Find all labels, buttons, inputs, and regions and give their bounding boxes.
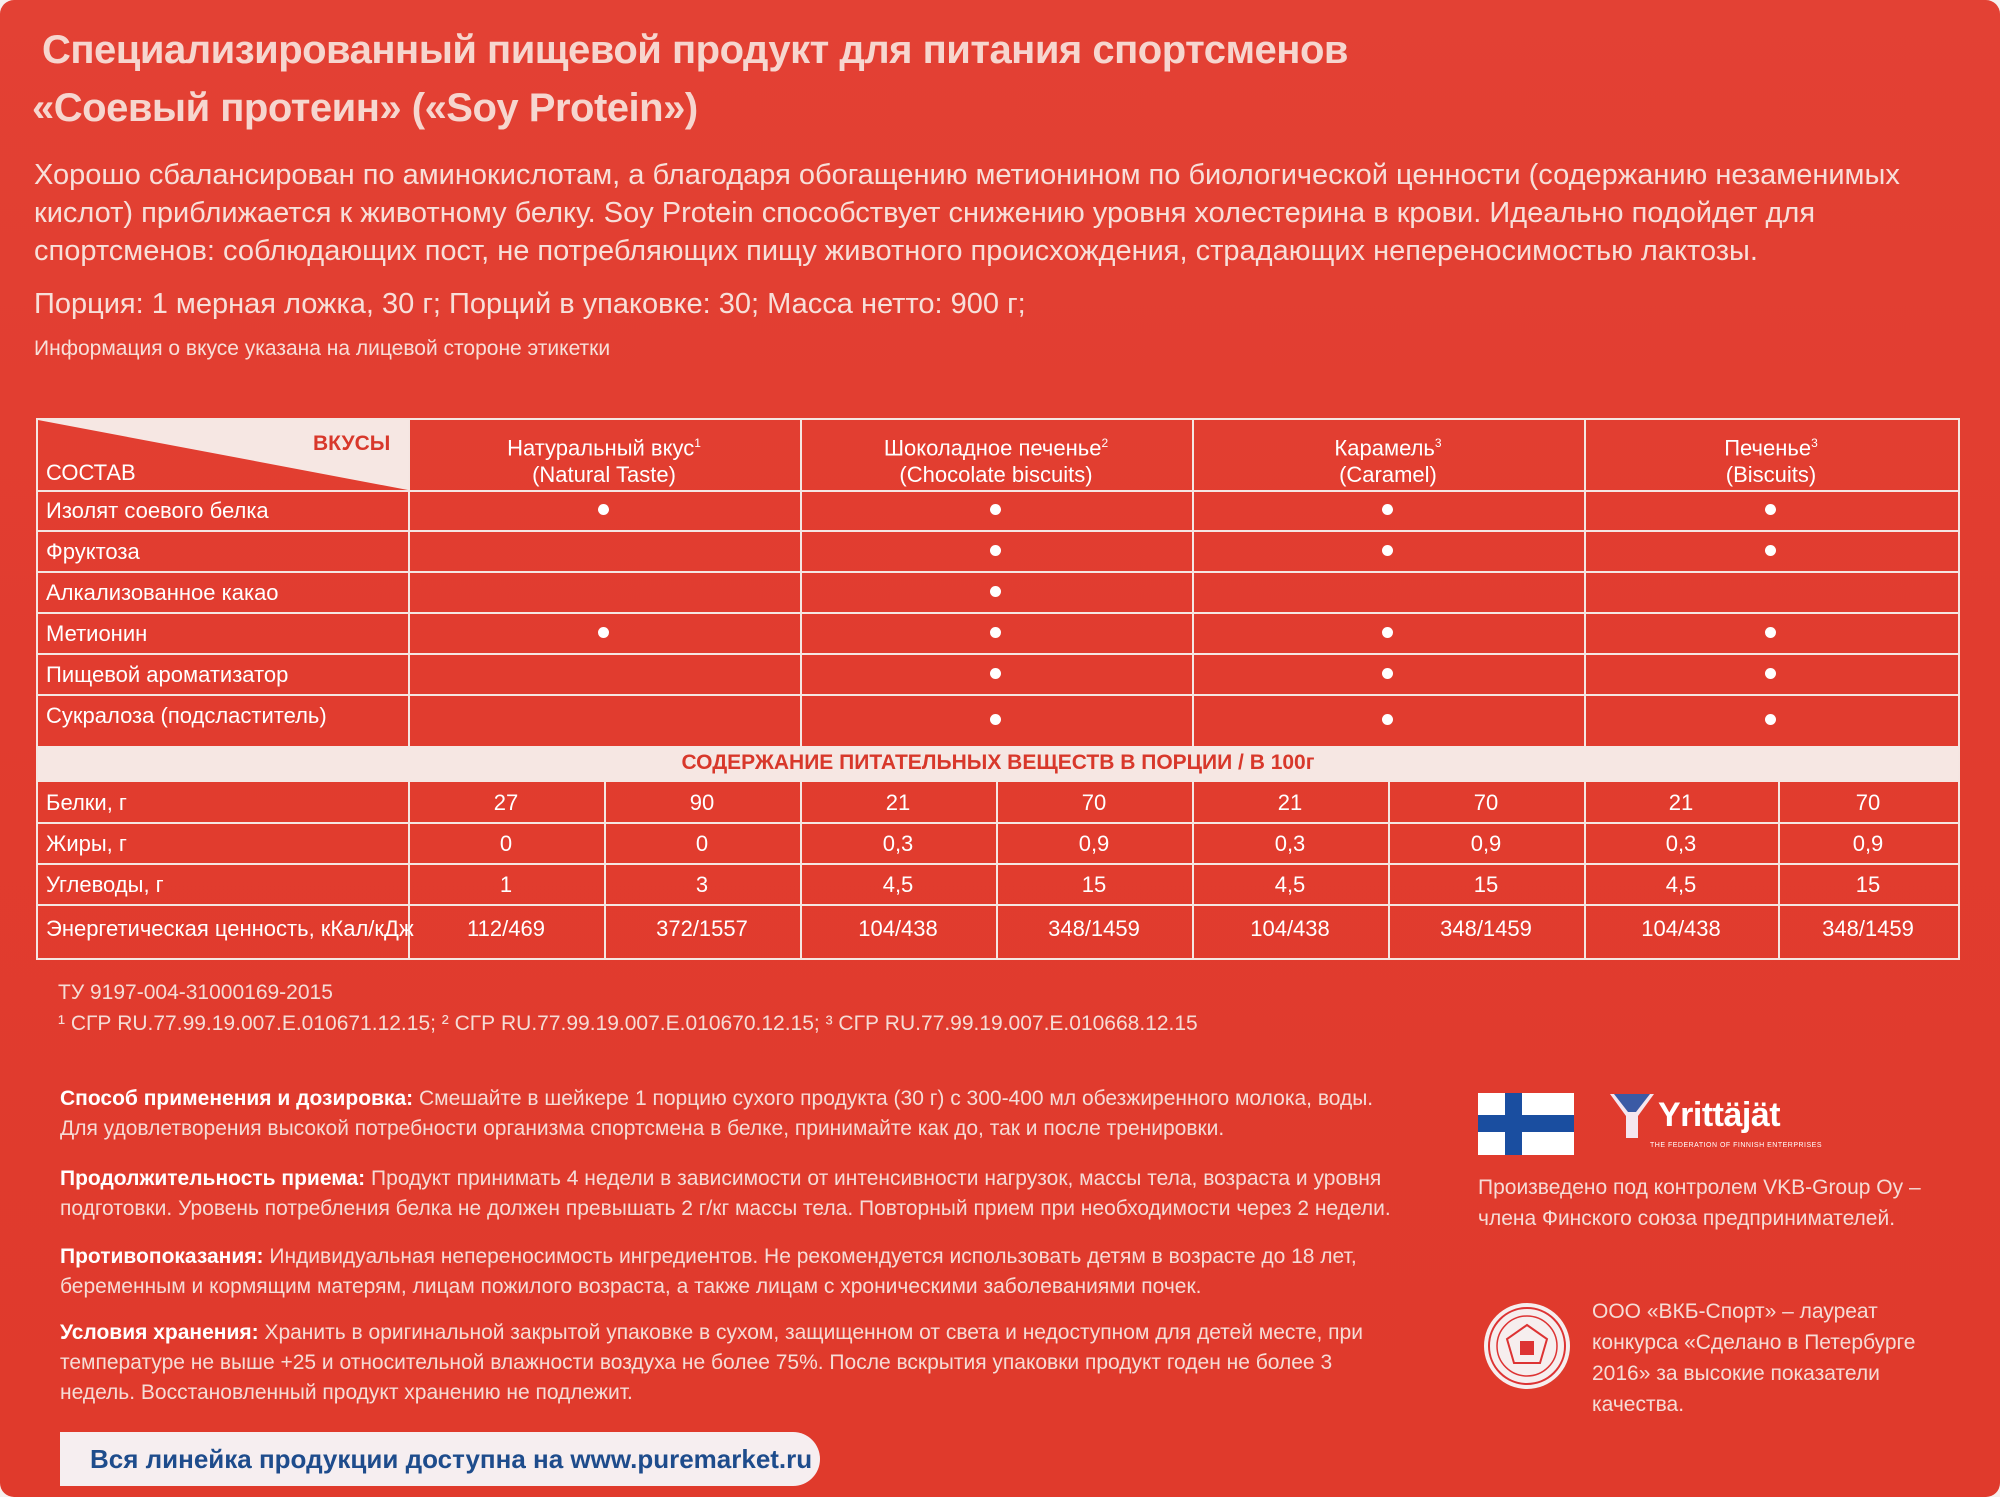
nutrition-value: 104/438 (858, 916, 938, 941)
nutrition-value: 90 (689, 790, 715, 815)
ingredient-soy-isolate: Изолят соевого белка (46, 498, 269, 523)
ingredient-mark (990, 627, 1001, 638)
yrittajat-wordmark: Yrittäjät (1658, 1096, 1781, 1134)
ingredient-mark (1382, 668, 1393, 679)
nutrition-value: 348/1459 (1822, 916, 1914, 941)
composition-table (36, 418, 1960, 960)
nutrition-value: 70 (1473, 790, 1499, 815)
nutrition-value: 348/1459 (1048, 916, 1140, 941)
usage-section: Способ применения и дозировка: Смешайте в шейкере 1 порцию сухого продукта (30 г) с 300-400 мл обезжиренного молока, воды. Для удовлетворения высокой потребности организма спортсмена в белке, принимайте как до, так и после тренировки. (60, 1087, 1374, 1140)
ingredient-mark (1382, 504, 1393, 515)
award-seal-icon (1484, 1303, 1570, 1389)
ingredient-mark (990, 668, 1001, 679)
ingredient-mark (1382, 545, 1393, 556)
ingredient-mark (990, 714, 1001, 725)
nutrition-value: 15 (1855, 872, 1881, 897)
corner-flavors-label: ВКУСЫ (313, 432, 391, 455)
ingredient-mark (598, 627, 609, 638)
yrittajat-tagline: THE FEDERATION OF FINNISH ENTERPRISES (1650, 1142, 1822, 1149)
product-title: Специализированный пищевой продукт для питания спортсменов (42, 28, 1348, 72)
yrittajat-mark-icon (1610, 1094, 1654, 1138)
flavor-header-biscuits: Печенье$^3$ (Biscuits) (1724, 435, 1818, 488)
url-banner (60, 1432, 820, 1486)
nutrition-value: 0 (499, 831, 513, 856)
contraindications-section: Противопоказания: Индивидуальная непереносимость ингредиентов. Не рекомендуется использовать детям в возрасте до 18 лет, беременным и кормящим матерям, лицам пожилого возраста, а также лицам с хроническими заболеваниями почек. (60, 1245, 1357, 1298)
product-description: Хорошо сбалансирован по аминокислотам, а благодаря обогащению метионином по биологической ценности (содержанию незаменимых кислот) приближается к животному белку. Soy Protein способствует снижению уровня холестерина в крови. Идеально подойдет для спортсменов: соблюдающих пост, не потребляющих пищу животного происхождения, страдающих непереносимостью лактозы. (34, 159, 1900, 267)
nutrition-value: 0,9 (1470, 831, 1502, 856)
nutrition-value: 4,5 (1665, 872, 1697, 897)
nutrition-value: 104/438 (1250, 916, 1330, 941)
nutrition-value: 4,5 (1274, 872, 1306, 897)
nutrition-value: 27 (493, 790, 519, 815)
ingredient-mark (1765, 504, 1776, 515)
ingredient-mark (1765, 545, 1776, 556)
flavor-header-caramel: Карамель$^3$ (Caramel) (1334, 435, 1442, 488)
ingredient-mark (990, 545, 1001, 556)
sgr-codes: ¹ СГР RU.77.99.19.007.Е.010671.12.15; ² СГР RU.77.99.19.007.Е.010670.12.15; ³ СГР RU.77.99.19.007.Е.010668.12.15 (58, 1012, 1198, 1035)
storage-section: Условия хранения: Хранить в оригинальной закрытой упаковке в сухом, защищенном от света и недоступном для детей месте, при температуре не выше +25 и относительной влажности воздуха не более 75%. После вскрытия упаковки продукт годен не более 3 недель. Восстановленный продукт хранению не подлежит. (60, 1321, 1363, 1404)
yrittajat-logo (1610, 1090, 1830, 1160)
nutrition-value: 70 (1855, 790, 1881, 815)
nutrition-value: 21 (1277, 790, 1303, 815)
nutrition-value: 0,3 (882, 831, 914, 856)
nutrition-value: 104/438 (1641, 916, 1721, 941)
nutrition-value: 21 (885, 790, 911, 815)
ingredient-mark (1765, 714, 1776, 725)
finland-flag-icon (1478, 1093, 1574, 1155)
nutrition-value: 0,9 (1852, 831, 1884, 856)
nutrition-header: СОДЕРЖАНИЕ ПИТАТЕЛЬНЫХ ВЕЩЕСТВ В ПОРЦИИ / В 100г (681, 751, 1315, 774)
product-name: «Соевый протеин» («Soy Protein») (32, 86, 698, 130)
ingredient-sucralose: Сукралоза (подсластитель) (46, 703, 327, 728)
nutrition-value: 3 (695, 872, 709, 897)
nutrition-value: 21 (1668, 790, 1694, 815)
nutrition-value: 1 (499, 872, 513, 897)
ingredient-cocoa: Алкализованное какао (46, 580, 279, 605)
flavor-note: Информация о вкусе указана на лицевой стороне этикетки (34, 337, 611, 360)
flavor-header-natural: Натуральный вкус$^1$ (Natural Taste) (507, 435, 701, 488)
nutrient-protein: Белки, г (46, 790, 127, 815)
ingredient-mark (1382, 714, 1393, 725)
ingredient-mark (598, 504, 609, 515)
ingredient-fructose: Фруктоза (46, 539, 140, 564)
nutrition-value: 4,5 (882, 872, 914, 897)
nutrition-value: 348/1459 (1440, 916, 1532, 941)
duration-section: Продолжительность приема: Продукт принимать 4 недели в зависимости от интенсивности нагрузок, массы тела, возраста и уровня подготовки. Уровень потребления белка не должен превышать 2 г/кг массы тела. Повторный прием при необходимости через 2 недели. (60, 1167, 1391, 1220)
ingredient-methionine: Метионин (46, 621, 148, 646)
tu-code: ТУ 9197-004-31000169-2015 (58, 981, 333, 1004)
nutrient-fat: Жиры, г (46, 831, 127, 856)
nutrient-energy: Энергетическая ценность, кКал/кДж (46, 916, 414, 941)
nutrition-value: 0,3 (1274, 831, 1306, 856)
nutrition-value: 112/469 (467, 916, 545, 941)
ingredient-mark (1765, 668, 1776, 679)
nutrient-carbs: Углеводы, г (46, 872, 164, 897)
nutrition-value: 372/1557 (656, 916, 748, 941)
flavor-header-chocolate: Шоколадное печенье$^2$ (Chocolate biscuits) (883, 435, 1109, 488)
ingredient-flavoring: Пищевой ароматизатор (46, 662, 289, 687)
url-banner-text[interactable]: Вся линейка продукции доступна на www.puremarket.ru (90, 1444, 813, 1474)
nutrition-value: 0,3 (1665, 831, 1697, 856)
award-note: ООО «ВКБ-Спорт» – лауреат конкурса «Сделано в Петербурге 2016» за высокие показатели качества. (1592, 1300, 1916, 1416)
serving-info: Порция: 1 мерная ложка, 30 г; Порций в упаковке: 30; Масса нетто: 900 г; (34, 288, 1026, 320)
ingredient-mark (990, 504, 1001, 515)
production-note: Произведено под контролем VKB-Group Oy – члена Финского союза предпринимателей. (1478, 1176, 1921, 1230)
ingredient-mark (1382, 627, 1393, 638)
corner-composition-label: СОСТАВ (46, 460, 136, 485)
ingredient-mark (990, 586, 1001, 597)
ingredient-mark (1765, 627, 1776, 638)
nutrition-value: 70 (1081, 790, 1107, 815)
nutrition-value: 15 (1473, 872, 1499, 897)
nutrition-value: 15 (1081, 872, 1107, 897)
nutrition-value: 0,9 (1078, 831, 1110, 856)
nutrition-value: 0 (695, 831, 709, 856)
